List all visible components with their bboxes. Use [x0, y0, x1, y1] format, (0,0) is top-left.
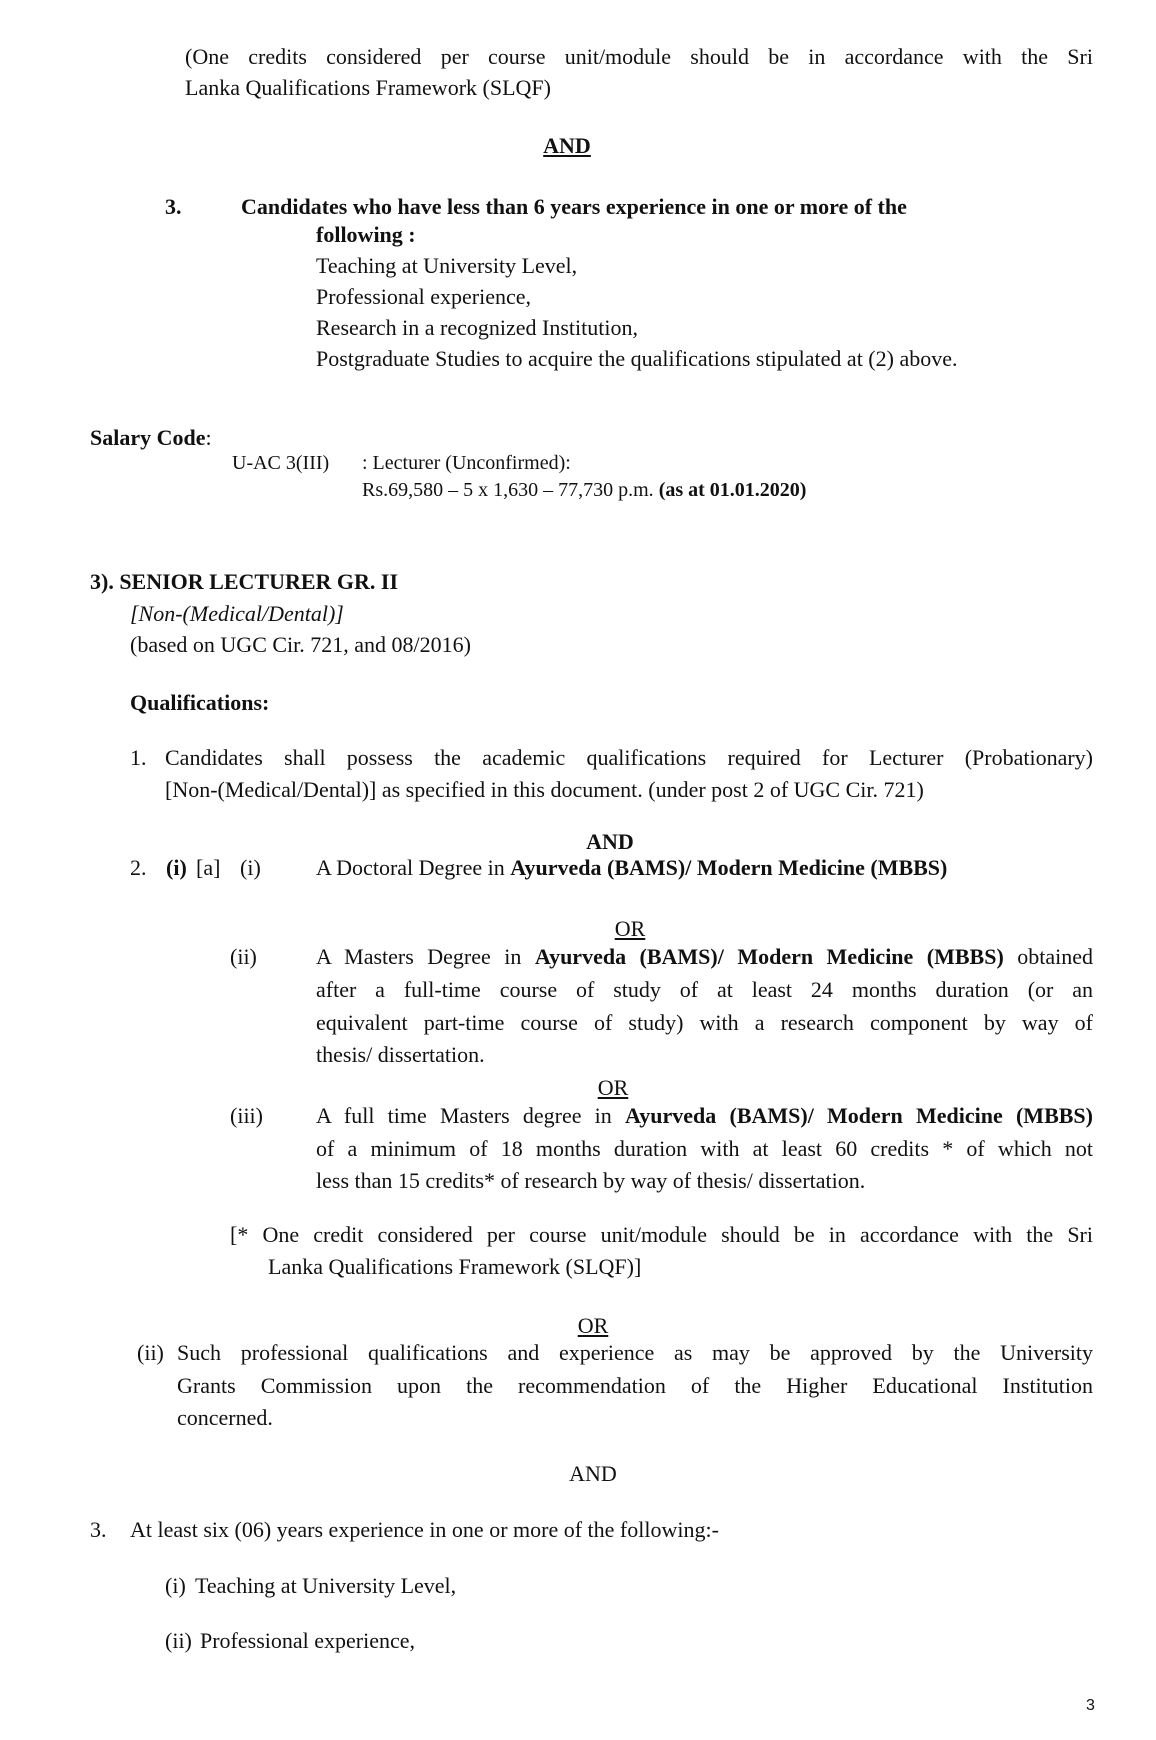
q2-option-iii-number: (iii) — [230, 1103, 263, 1128]
q2-alt-ii-number: (ii) — [137, 1340, 164, 1365]
q3-item-text: Professional experience, — [200, 1628, 416, 1653]
q3-item-text: Teaching at University Level, — [195, 1573, 457, 1598]
item-3-number: 3. — [165, 194, 182, 219]
item-3-line: Research in a recognized Institution, — [316, 315, 638, 340]
qualifications-heading: Qualifications: — [130, 690, 270, 715]
q2-option-ii-line-2: after a full-time course of study of at least 24 months duration (or an — [316, 977, 1093, 1002]
q3-item-number: (i) — [165, 1573, 186, 1598]
and-separator-1: AND — [543, 133, 591, 158]
q3-number: 3. — [90, 1517, 107, 1542]
credit-note-line-2: Lanka Qualifications Framework (SLQF)] — [268, 1254, 642, 1279]
salary-scale-text: Rs.69,580 – 5 x 1,630 – 77,730 p.m. — [362, 479, 654, 501]
q2-option-iii-bold: Ayurveda (BAMS)/ Modern Medicine (MBBS) — [625, 1103, 1093, 1128]
q2-alt-line-3: concerned. — [177, 1405, 273, 1430]
q2-option-i-pre: A Doctoral Degree in — [316, 855, 511, 880]
item-3-heading-line-1: Candidates who have less than 6 years experience in one or more of the — [241, 194, 907, 219]
page-number: 3 — [1086, 1697, 1095, 1714]
item-3-heading-line-2: following : — [316, 222, 416, 247]
or-separator-3: OR — [577, 1313, 609, 1338]
item-3-line: Teaching at University Level, — [316, 253, 578, 278]
section-heading: 3). SENIOR LECTURER GR. II — [90, 569, 399, 594]
or-separator-1: OR — [614, 916, 646, 941]
q2-number: 2. — [130, 855, 147, 880]
q2-option-iii-line-3: less than 15 credits* of research by way of thesis/ dissertation. — [316, 1168, 866, 1193]
salary-code-label-text: Salary Code — [90, 425, 206, 450]
q2-option-ii-line-4: thesis/ dissertation. — [316, 1042, 485, 1067]
q2-option-ii-number: (ii) — [230, 944, 257, 969]
q2-sub-i: (i) — [166, 855, 187, 880]
salary-code-label — [90, 422, 212, 453]
salary-code-colon: : — [205, 425, 212, 450]
q2-option-ii-post: obtained — [1003, 944, 1093, 969]
section-subtitle: [Non-(Medical/Dental)] — [130, 601, 344, 626]
q2-option-i-text — [316, 852, 947, 883]
q1-number: 1. — [130, 745, 147, 770]
or-separator-2: OR — [597, 1075, 629, 1100]
q2-option-i-bold: Ayurveda (BAMS)/ Modern Medicine (MBBS) — [510, 855, 948, 880]
item-3-line: Postgraduate Studies to acquire the qualifications stipulated at (2) above. — [316, 346, 958, 371]
credit-note-line-1: [* One credit considered per course unit/module should be in accordance with the Sri — [230, 1222, 1093, 1247]
and-separator-2: AND — [586, 829, 634, 854]
q2-option-ii-bold: Ayurveda (BAMS)/ Modern Medicine (MBBS) — [534, 944, 1004, 969]
q3-item-number: (ii) — [165, 1628, 192, 1653]
q2-option-ii-line-1 — [316, 941, 1093, 972]
q1-line-1: Candidates shall possess the academic qualifications required for Lecturer (Probationary) — [165, 745, 1093, 770]
q2-option-iii-line-2: of a minimum of 18 months duration with at least 60 credits * of which not — [316, 1136, 1093, 1161]
salary-scale — [362, 475, 806, 506]
salary-code-value: U-AC 3(III) — [232, 452, 330, 474]
q2-alt-line-1: Such professional qualifications and experience as may be approved by the University — [177, 1340, 1093, 1365]
item-3-line: Professional experience, — [316, 284, 532, 309]
q2-option-iii-pre: A full time Masters degree in — [316, 1103, 626, 1128]
salary-post-title: : Lecturer (Unconfirmed): — [362, 452, 571, 474]
top-note-line-1: (One credits considered per course unit/module should be in accordance with the Sri — [185, 44, 1093, 69]
q2-option-i-number: (i) — [240, 855, 261, 880]
q2-option-ii-line-3: equivalent part-time course of study) with a research component by way of — [316, 1010, 1093, 1035]
q3-text: At least six (06) years experience in one or more of the following:- — [130, 1517, 719, 1542]
top-note-line-2: Lanka Qualifications Framework (SLQF) — [185, 75, 551, 100]
salary-as-at: (as at 01.01.2020) — [658, 479, 807, 501]
q1-line-2: [Non-(Medical/Dental)] as specified in this document. (under post 2 of UGC Cir. 721) — [165, 777, 924, 802]
section-basis: (based on UGC Cir. 721, and 08/2016) — [130, 632, 471, 657]
q2-sub-a: [a] — [196, 855, 221, 880]
q2-option-iii-line-1 — [316, 1100, 1093, 1131]
and-separator-3: AND — [569, 1461, 617, 1486]
q2-option-ii-pre: A Masters Degree in — [316, 944, 535, 969]
q2-alt-line-2: Grants Commission upon the recommendation of the Higher Educational Institution — [177, 1373, 1093, 1398]
